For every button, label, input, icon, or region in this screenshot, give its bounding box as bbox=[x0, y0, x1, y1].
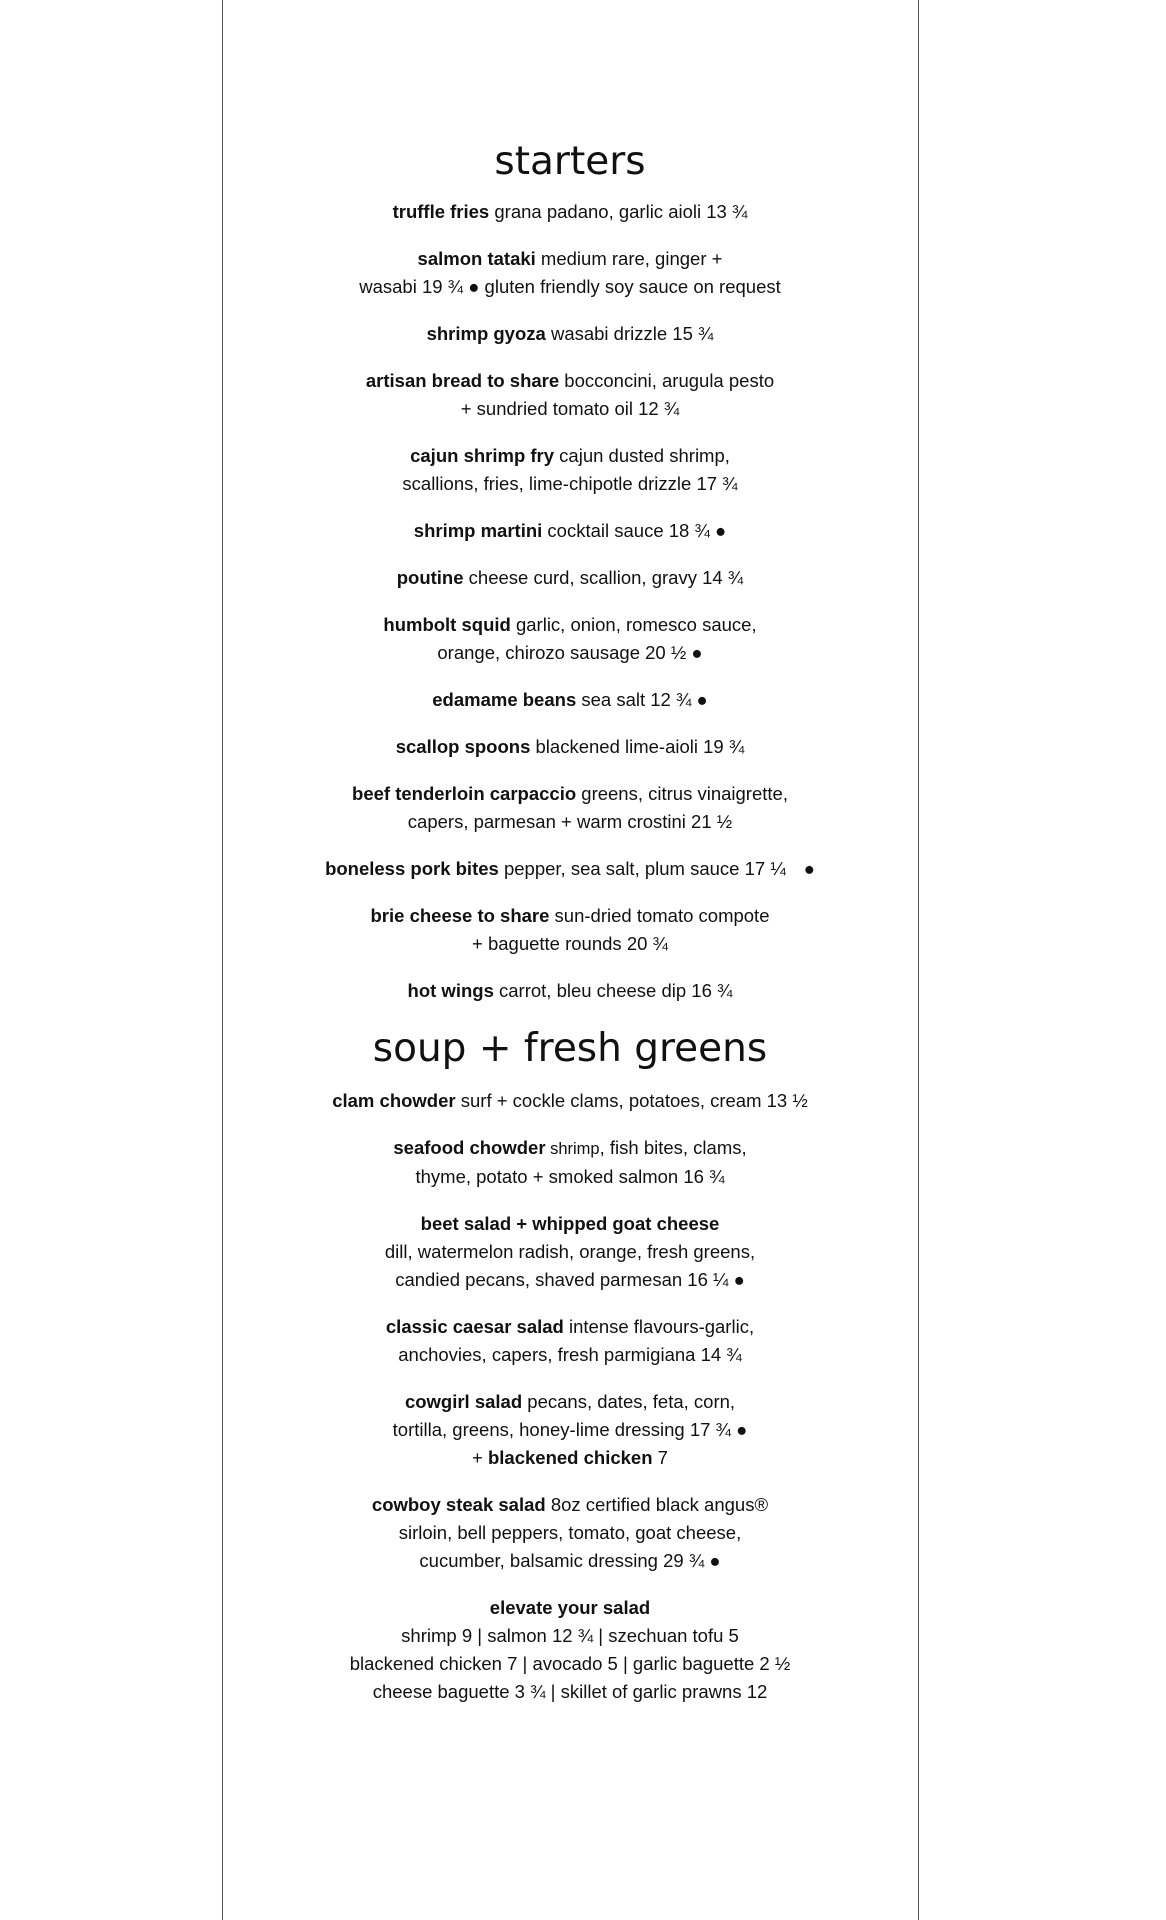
menu-item-cajun-shrimp-fry bbox=[222, 442, 918, 498]
menu-item-hot-wings bbox=[222, 977, 918, 1005]
starters-heading: starters bbox=[494, 139, 646, 184]
menu-item-cowboy-steak-salad bbox=[222, 1491, 918, 1575]
item-desc: cocktail sauce 18 ¾ ● bbox=[542, 520, 727, 541]
item-desc-line2: + sundried tomato oil 12 ¾ bbox=[460, 398, 680, 419]
item-desc: bocconcini, arugula pesto bbox=[559, 370, 775, 391]
item-desc-line2: orange, chirozo sausage 20 ½ ● bbox=[437, 642, 703, 663]
addon-line3: cheese baguette 3 ¾ | skillet of garlic prawns 12 bbox=[372, 1681, 768, 1702]
menu-item-brie-cheese bbox=[222, 902, 918, 958]
menu-item-shrimp-martini bbox=[222, 517, 918, 545]
item-name: hot wings bbox=[407, 980, 494, 1001]
item-name: poutine bbox=[396, 567, 464, 588]
item-desc: pepper, sea salt, plum sauce 17 ¼ bbox=[498, 858, 786, 879]
menu-item-artisan-bread bbox=[222, 367, 918, 423]
item-name: shrimp gyoza bbox=[426, 323, 546, 344]
item-desc-line2: tortilla, greens, honey-lime dressing 17 ¾ ● bbox=[392, 1419, 748, 1440]
item-desc-line3: cucumber, balsamic dressing 29 ¾ ● bbox=[419, 1550, 721, 1571]
item-desc-line2: + baguette rounds 20 ¾ bbox=[472, 933, 668, 954]
addon-name: blackened chicken bbox=[487, 1447, 653, 1468]
item-name: cowgirl salad bbox=[404, 1391, 523, 1412]
menu-item-clam-chowder bbox=[222, 1087, 918, 1115]
item-name: classic caesar salad bbox=[385, 1316, 564, 1337]
menu-item-cowgirl-salad bbox=[222, 1388, 918, 1472]
item-desc-line2: sirloin, bell peppers, tomato, goat cheese, bbox=[398, 1522, 742, 1543]
item-desc: intense flavours-garlic, bbox=[563, 1316, 755, 1337]
item-name: truffle fries bbox=[392, 201, 490, 222]
item-name: shrimp martini bbox=[413, 520, 543, 541]
item-desc: grana padano, garlic aioli 13 ¾ bbox=[489, 201, 748, 222]
soup-greens-heading: soup + fresh greens bbox=[372, 1026, 768, 1071]
item-desc-line2: scallions, fries, lime-chipotle drizzle 17 ¾ bbox=[402, 473, 738, 494]
right-border-line bbox=[918, 0, 919, 1920]
item-desc: garlic, onion, romesco sauce, bbox=[510, 614, 757, 635]
menu-item-beef-carpaccio bbox=[222, 780, 918, 836]
item-desc: medium rare, ginger + bbox=[535, 248, 723, 269]
item-desc: cajun dusted shrimp, bbox=[554, 445, 730, 466]
item-desc: sea salt 12 ¾ ● bbox=[576, 689, 708, 710]
menu-item-shrimp-gyoza bbox=[222, 320, 918, 348]
item-desc-small: shrimp bbox=[545, 1140, 600, 1158]
item-name: edamame beans bbox=[432, 689, 577, 710]
item-desc: , fish bites, clams, bbox=[599, 1137, 747, 1158]
menu-item-beet-salad bbox=[222, 1210, 918, 1294]
menu-item-seafood-chowder bbox=[222, 1134, 918, 1191]
item-name: scallop spoons bbox=[395, 736, 531, 757]
menu-item-humbolt-squid bbox=[222, 611, 918, 667]
item-name: boneless pork bites bbox=[325, 858, 499, 879]
item-name: humbolt squid bbox=[383, 614, 511, 635]
item-desc-line2: thyme, potato + smoked salmon 16 ¾ bbox=[415, 1166, 725, 1187]
item-name: beet salad + whipped goat cheese bbox=[420, 1213, 720, 1234]
addon-line1: shrimp 9 | salmon 12 ¾ | szechuan tofu 5 bbox=[401, 1625, 739, 1646]
item-name: cowboy steak salad bbox=[371, 1494, 546, 1515]
menu-item-boneless-pork-bites bbox=[222, 855, 918, 883]
item-name: seafood chowder bbox=[393, 1137, 546, 1158]
menu-item-salmon-tataki bbox=[222, 245, 918, 301]
bullet-dot-icon: ● bbox=[803, 858, 815, 879]
item-name: elevate your salad bbox=[489, 1597, 651, 1618]
item-desc-line2: wasabi 19 ¾ ● gluten friendly soy sauce on request bbox=[359, 276, 781, 297]
item-desc-line2: anchovies, capers, fresh parmigiana 14 ¾ bbox=[398, 1344, 742, 1365]
menu-item-truffle-fries bbox=[222, 198, 918, 226]
item-name: brie cheese to share bbox=[370, 905, 550, 926]
item-name: artisan bread to share bbox=[365, 370, 560, 391]
item-name: beef tenderloin carpaccio bbox=[352, 783, 577, 804]
menu-item-scallop-spoons bbox=[222, 733, 918, 761]
item-desc: pecans, dates, feta, corn, bbox=[522, 1391, 736, 1412]
menu-item-caesar-salad bbox=[222, 1313, 918, 1369]
item-desc-line3: candied pecans, shaved parmesan 16 ¼ ● bbox=[395, 1269, 745, 1290]
item-name: clam chowder bbox=[332, 1090, 456, 1111]
menu-item-poutine bbox=[222, 564, 918, 592]
addon-line2: blackened chicken 7 | avocado 5 | garlic baguette 2 ½ bbox=[349, 1653, 791, 1674]
item-desc: carrot, bleu cheese dip 16 ¾ bbox=[493, 980, 733, 1001]
item-desc: blackened lime-aioli 19 ¾ bbox=[530, 736, 745, 757]
item-name: cajun shrimp fry bbox=[410, 445, 555, 466]
menu-item-elevate-salad bbox=[222, 1594, 918, 1706]
item-desc-line2: dill, watermelon radish, orange, fresh greens, bbox=[384, 1241, 756, 1262]
item-desc-line2: capers, parmesan + warm crostini 21 ½ bbox=[407, 811, 733, 832]
addon-price: 7 bbox=[652, 1447, 668, 1468]
menu-item-edamame-beans bbox=[222, 686, 918, 714]
item-name: salmon tataki bbox=[417, 248, 536, 269]
item-desc: surf + cockle clams, potatoes, cream 13 ½ bbox=[455, 1090, 808, 1111]
item-desc: 8oz certified black angus® bbox=[545, 1494, 769, 1515]
item-desc: sun-dried tomato compote bbox=[549, 905, 770, 926]
item-desc: greens, citrus vinaigrette, bbox=[576, 783, 788, 804]
item-desc: cheese curd, scallion, gravy 14 ¾ bbox=[463, 567, 744, 588]
addon-prefix: + bbox=[472, 1447, 488, 1468]
menu-page bbox=[222, 138, 918, 1725]
item-desc: wasabi drizzle 15 ¾ bbox=[545, 323, 714, 344]
